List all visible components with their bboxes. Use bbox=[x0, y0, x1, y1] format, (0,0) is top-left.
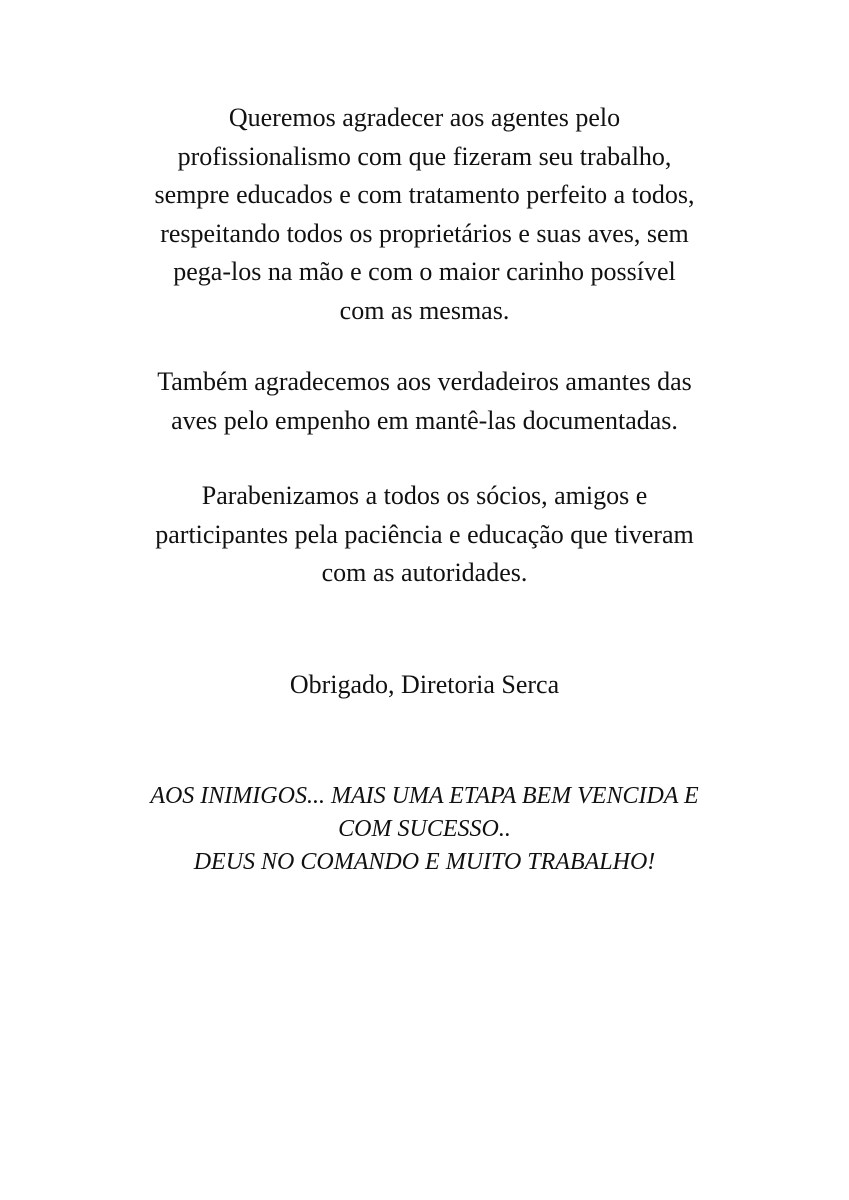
thanks-bird-lovers-paragraph bbox=[0, 363, 849, 440]
signature-line: Obrigado, Diretoria Serca bbox=[289, 670, 560, 699]
paragraph-line: com as autoridades. bbox=[321, 558, 528, 587]
closing-statement bbox=[0, 780, 849, 879]
paragraph-line: Também agradecemos aos verdadeiros amantes das bbox=[157, 367, 692, 396]
paragraph-line: respeitando todos os proprietários e suas aves, sem bbox=[160, 218, 689, 248]
paragraph-line: sempre educados e com tratamento perfeito a todos, bbox=[154, 180, 695, 209]
paragraph-line: Parabenizamos a todos os sócios, amigos e bbox=[201, 481, 648, 510]
paragraph-line: com as mesmas. bbox=[339, 295, 510, 325]
congratulations-paragraph bbox=[0, 477, 849, 593]
paragraph-line: participantes pela paciência e educação que tiveram bbox=[155, 519, 694, 549]
signature bbox=[0, 666, 849, 705]
closing-line: DEUS NO COMANDO E MUITO TRABALHO! bbox=[193, 849, 656, 875]
paragraph-line: profissionalismo com que fizeram seu trabalho, bbox=[177, 141, 672, 171]
paragraph-line: Queremos agradecer aos agentes pelo bbox=[228, 103, 621, 132]
paragraph-line: aves pelo empenho em mantê-las documentadas. bbox=[171, 405, 678, 435]
thanks-agents-paragraph bbox=[0, 99, 849, 330]
closing-line: COM SUCESSO.. bbox=[338, 816, 511, 842]
paragraph-line: pega-los na mão e com o maior carinho possível bbox=[173, 257, 676, 286]
closing-line: AOS INIMIGOS... MAIS UMA ETAPA BEM VENCIDA E bbox=[150, 783, 699, 809]
